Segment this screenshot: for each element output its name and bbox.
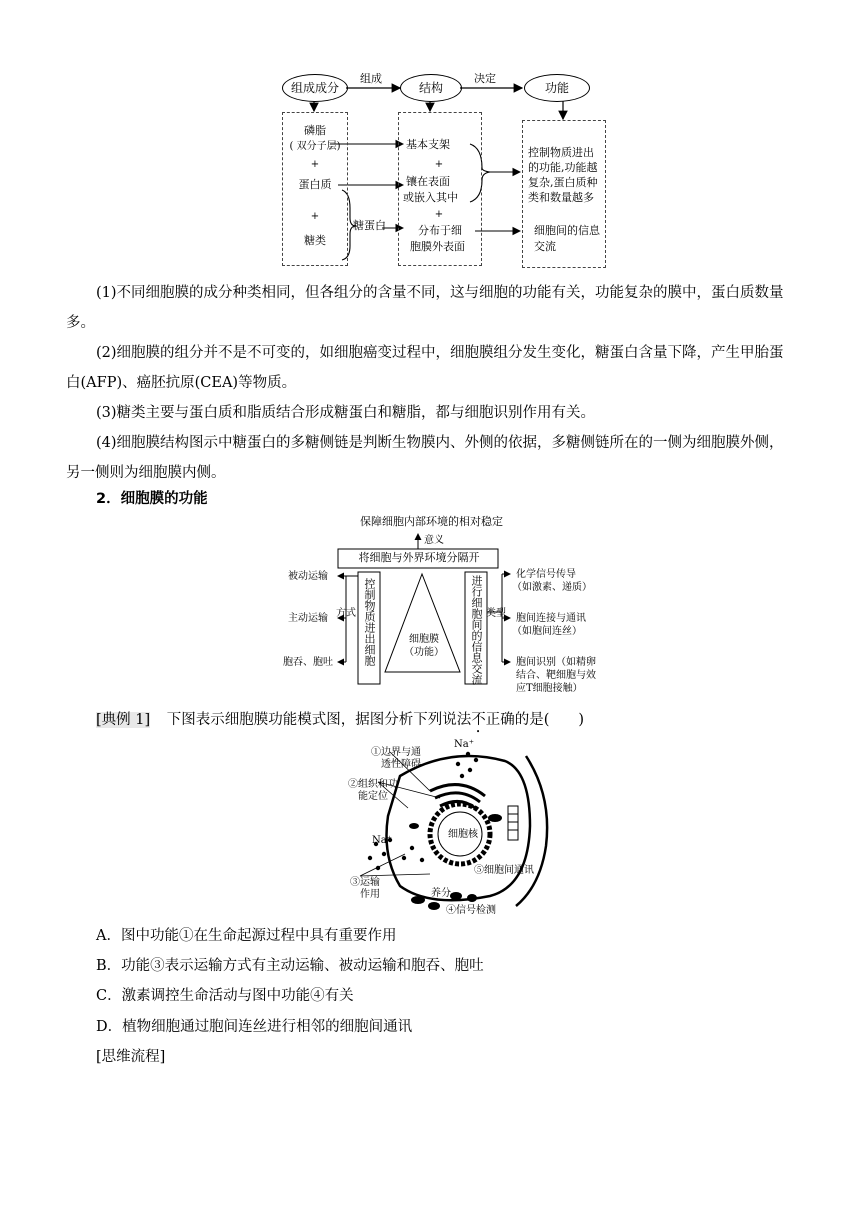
label-secrete: 养分 (431, 888, 451, 899)
way-label: 方式 (336, 608, 356, 619)
separate-label: 将细胞与外界环境分隔开 (358, 551, 480, 564)
lipid-label: 磷脂 (304, 124, 326, 137)
cell-recognition-1: 胞间识别（如精卵 (516, 657, 596, 668)
plus-sign-1: + (310, 159, 320, 170)
stable-environment-label: 保障细胞内部环境的相对稳定 (360, 515, 503, 528)
label-organization-2: 能定位 (358, 791, 388, 802)
paragraph-3: (3)糖类主要与蛋白质和脂质结合形成糖蛋白和糖脂，都与细胞识别作用有关。 (96, 405, 596, 421)
node-composition: 组成成分 (282, 74, 348, 102)
type-label: 类型 (486, 608, 506, 619)
chemical-signal-2: （如激素、递质） (512, 582, 592, 593)
label-transport-2: 作用 (360, 889, 380, 900)
option-a: A．图中功能①在生命起源过程中具有重要作用 (96, 928, 397, 944)
protein-label: 蛋白质 (298, 178, 332, 191)
control-substance-label: 控制物质进出细胞 (363, 578, 376, 666)
edge-label-determine: 决定 (474, 72, 496, 85)
paragraph-2: (2)细胞膜的组分并不是不可变的，如细胞癌变过程中，细胞膜组分发生变化，糖蛋白含量下降，产生甲胎蛋白(AFP)、癌胚抗原(CEA)等物质。 (66, 345, 784, 391)
embedded-line2: 或嵌入其中 (403, 191, 458, 204)
node-structure: 结构 (400, 74, 462, 102)
na-ion-left: Na⁺ (372, 835, 392, 846)
label-boundary-2: 透性障碍 (381, 759, 421, 770)
cell-junction-2: （如胞间连丝） (512, 626, 582, 637)
passive-transport: 被动运输 (288, 571, 328, 582)
label-transport-1: ③运输 (350, 877, 380, 888)
function2-line1: 细胞间的信息 (534, 224, 600, 237)
question-text-post: 正确的是( ) (485, 712, 585, 728)
section-title: 2．细胞膜的功能 (96, 491, 208, 507)
thinking-flow-label: [思维流程] (96, 1049, 166, 1065)
glycoprotein-label: 糖蛋白 (353, 219, 386, 232)
node-function: 功能 (524, 74, 590, 102)
cell-recognition-3: 应T细胞接触） (516, 683, 583, 694)
option-d: D．植物细胞通过胞间连丝进行相邻的细胞间通讯 (96, 1019, 413, 1035)
function1-line1: 控制物质进出 (528, 146, 594, 159)
function1-line2: 的功能,功能越 (528, 161, 598, 174)
label-organization-1: ②组织和功 (348, 779, 398, 790)
nucleus-label: 细胞核 (448, 829, 478, 840)
cell-recognition-2: 结合、靶细胞与效 (516, 670, 596, 681)
plus-sign-3: + (434, 159, 444, 170)
option-b: B．功能③表示运输方式有主动运输、被动运输和胞吞、胞吐 (96, 958, 484, 974)
na-ion-top: Na⁺ (454, 739, 474, 750)
membrane-center-label: 细胞膜 (409, 634, 439, 645)
label-communication: ⑤细胞间通讯 (474, 865, 534, 876)
example-question (96, 710, 584, 736)
basic-scaffold: 基本支架 (406, 138, 450, 151)
paragraph-4: (4)细胞膜结构图示中糖蛋白的多糖侧链是判断生物膜内、外侧的依据，多糖侧链所在的一侧为细胞膜外侧，另一侧则为细胞膜内侧。 (66, 435, 784, 481)
label-boundary-1: ①边界与通 (371, 747, 421, 758)
outer-surface-line1: 分布于细 (418, 224, 462, 237)
option-c: C．激素调控生命活动与图中功能④有关 (96, 988, 354, 1004)
cell-junction-1: 胞间连接与通讯 (516, 613, 586, 624)
paragraph-1: (1)不同细胞膜的成分种类相同，但各组分的含量不同，这与细胞的功能有关，功能复杂的膜中，蛋白质数量多。 (66, 285, 784, 331)
active-transport: 主动运输 (288, 613, 328, 624)
endocytosis: 胞吞、胞吐 (283, 657, 333, 668)
question-emphasis: 不 (471, 712, 486, 728)
label-signal-detection: ④信号检测 (446, 905, 496, 916)
sugar-label: 糖类 (304, 234, 326, 247)
function-center-label: （功能） (404, 647, 444, 658)
meaning-label: 意义 (424, 535, 444, 546)
lipid-bilayer-note: ( 双分子层) (289, 141, 341, 152)
function1-line3: 复杂,蛋白质种 (528, 176, 598, 189)
plus-sign-4: + (434, 209, 444, 220)
function2-line2: 交流 (534, 240, 556, 253)
plus-sign-2: + (310, 211, 320, 222)
function1-line4: 类和数量越多 (528, 191, 594, 204)
chemical-signal-1: 化学信号传导 (516, 569, 576, 580)
example-tag: [典例 1] (96, 712, 151, 728)
question-text-pre: 下图表示细胞膜功能模式图，据图分析下列说法 (166, 712, 472, 728)
embedded-line1: 镶在表面 (406, 175, 450, 188)
edge-label-compose: 组成 (360, 72, 382, 85)
outer-surface-line2: 胞膜外表面 (410, 240, 465, 253)
info-exchange-label: 进行细胞间的信息交流 (470, 575, 483, 685)
